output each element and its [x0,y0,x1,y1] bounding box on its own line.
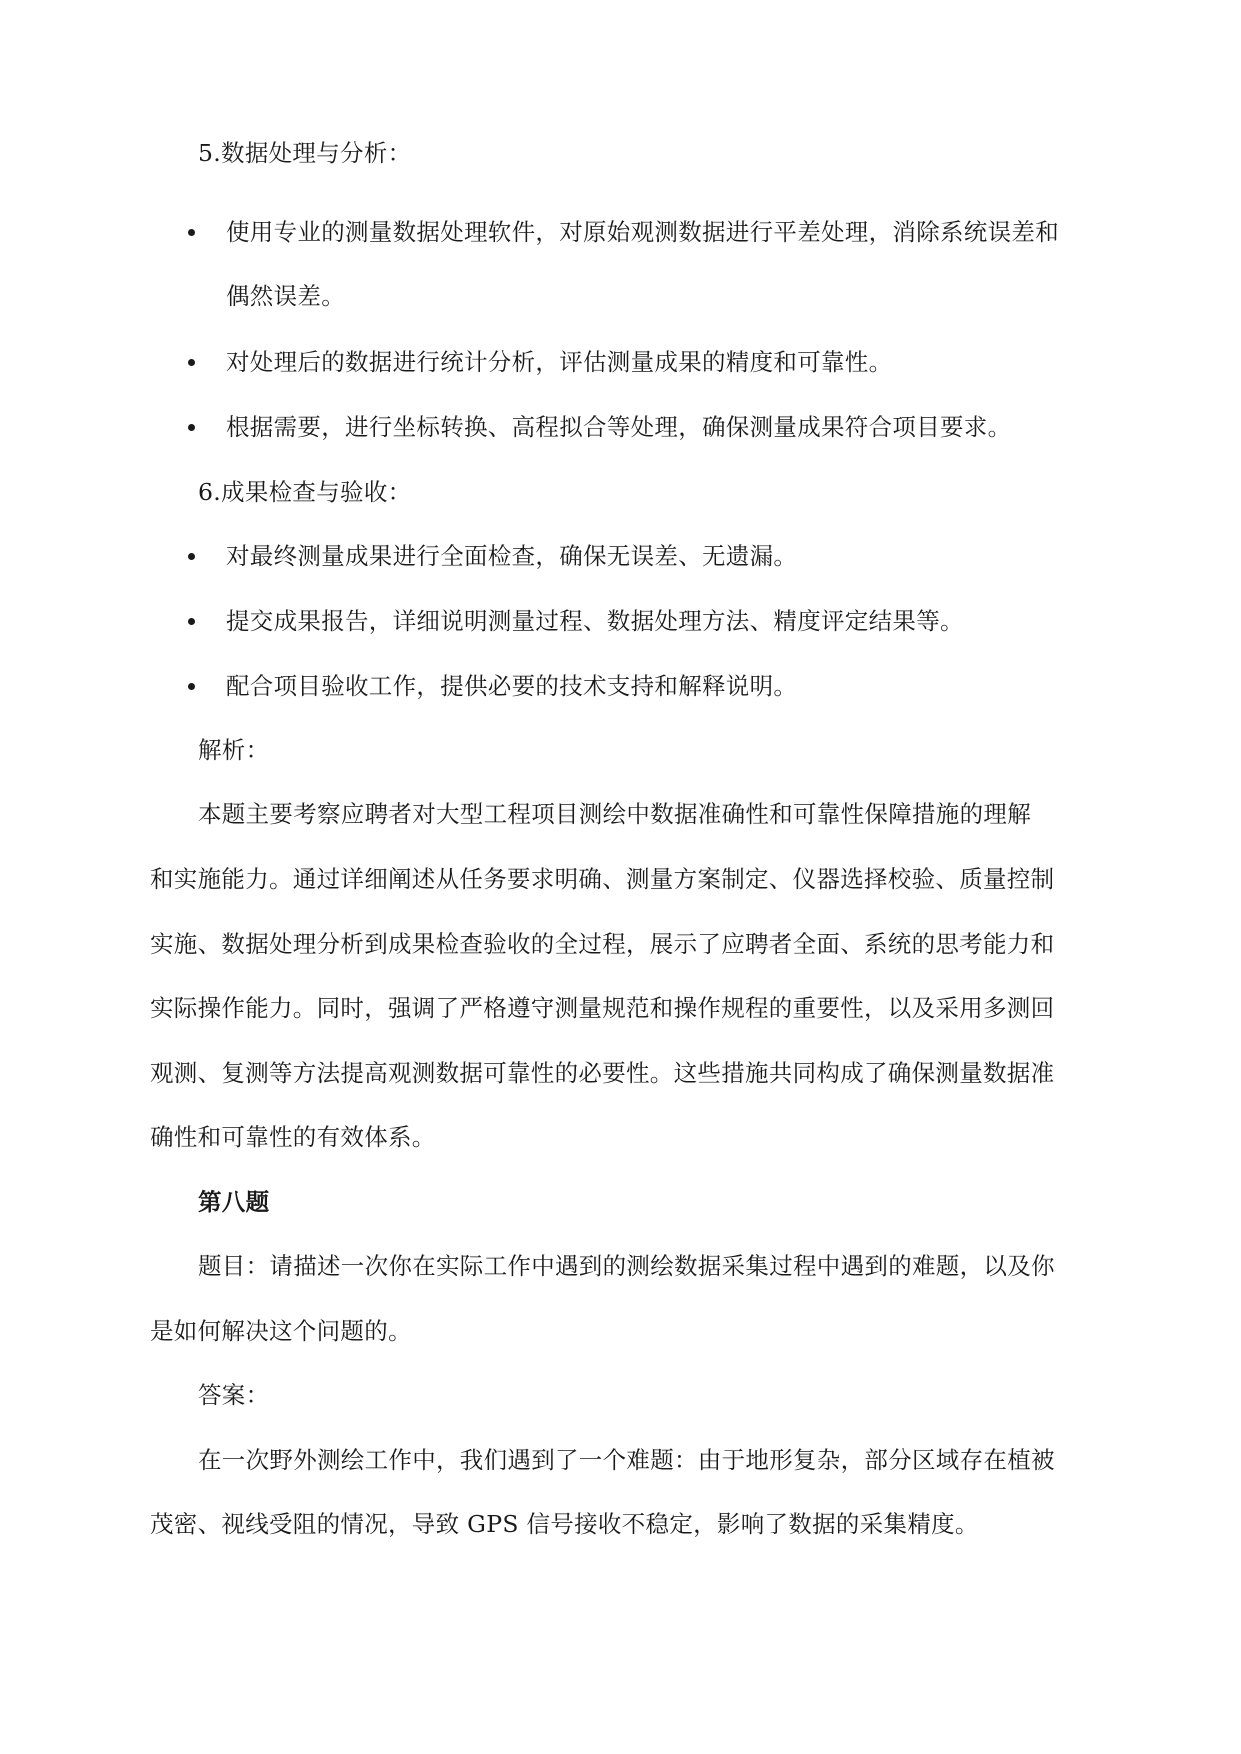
question-title: 第八题 [198,1188,270,1216]
analysis-line-6: 确性和可靠性的有效体系。 [150,1123,436,1151]
analysis-line-3: 实施、数据处理分析到成果检查验收的全过程，展示了应聘者全面、系统的思考能力和 [150,930,1055,958]
question-line-1: 题目：请描述一次你在实际工作中遇到的测绘数据采集过程中遇到的难题，以及你 [198,1252,1055,1280]
section6-heading: 6.成果检查与验收： [198,478,412,506]
section5-heading: 5.数据处理与分析： [198,139,412,167]
answer-label: 答案： [198,1381,270,1409]
question-line-2: 是如何解决这个问题的。 [150,1317,412,1345]
section5-bullet-3: 根据需要，进行坐标转换、高程拟合等处理，确保测量成果符合项目要求。 [226,413,1012,441]
bullet-dot [188,618,195,625]
section6-bullet-1: 对最终测量成果进行全面检查，确保无误差、无遗漏。 [226,542,798,570]
bullet-dot [188,683,195,690]
analysis-line-4: 实际操作能力。同时，强调了严格遵守测量规范和操作规程的重要性，以及采用多测回 [150,994,1055,1022]
analysis-line-1: 本题主要考察应聘者对大型工程项目测绘中数据准确性和可靠性保障措施的理解 [198,800,1031,828]
section5-bullet-2: 对处理后的数据进行统计分析，评估测量成果的精度和可靠性。 [226,348,893,376]
section5-bullet-1-cont: 偶然误差。 [226,282,345,310]
section6-bullet-2: 提交成果报告，详细说明测量过程、数据处理方法、精度评定结果等。 [226,607,964,635]
analysis-label: 解析： [198,736,270,764]
section6-bullet-3: 配合项目验收工作，提供必要的技术支持和解释说明。 [226,672,798,700]
analysis-line-2: 和实施能力。通过详细阐述从任务要求明确、测量方案制定、仪器选择校验、质量控制 [150,865,1055,893]
answer-line-1: 在一次野外测绘工作中，我们遇到了一个难题：由于地形复杂，部分区域存在植被 [198,1446,1055,1474]
answer-line-2: 茂密、视线受阻的情况，导致 GPS 信号接收不稳定，影响了数据的采集精度。 [150,1510,979,1538]
analysis-line-5: 观测、复测等方法提高观测数据可靠性的必要性。这些措施共同构成了确保测量数据准 [150,1059,1055,1087]
bullet-dot [188,553,195,560]
bullet-dot [188,229,195,236]
section5-bullet-1: 使用专业的测量数据处理软件，对原始观测数据进行平差处理，消除系统误差和 [226,218,1059,246]
bullet-dot [188,359,195,366]
bullet-dot [188,424,195,431]
